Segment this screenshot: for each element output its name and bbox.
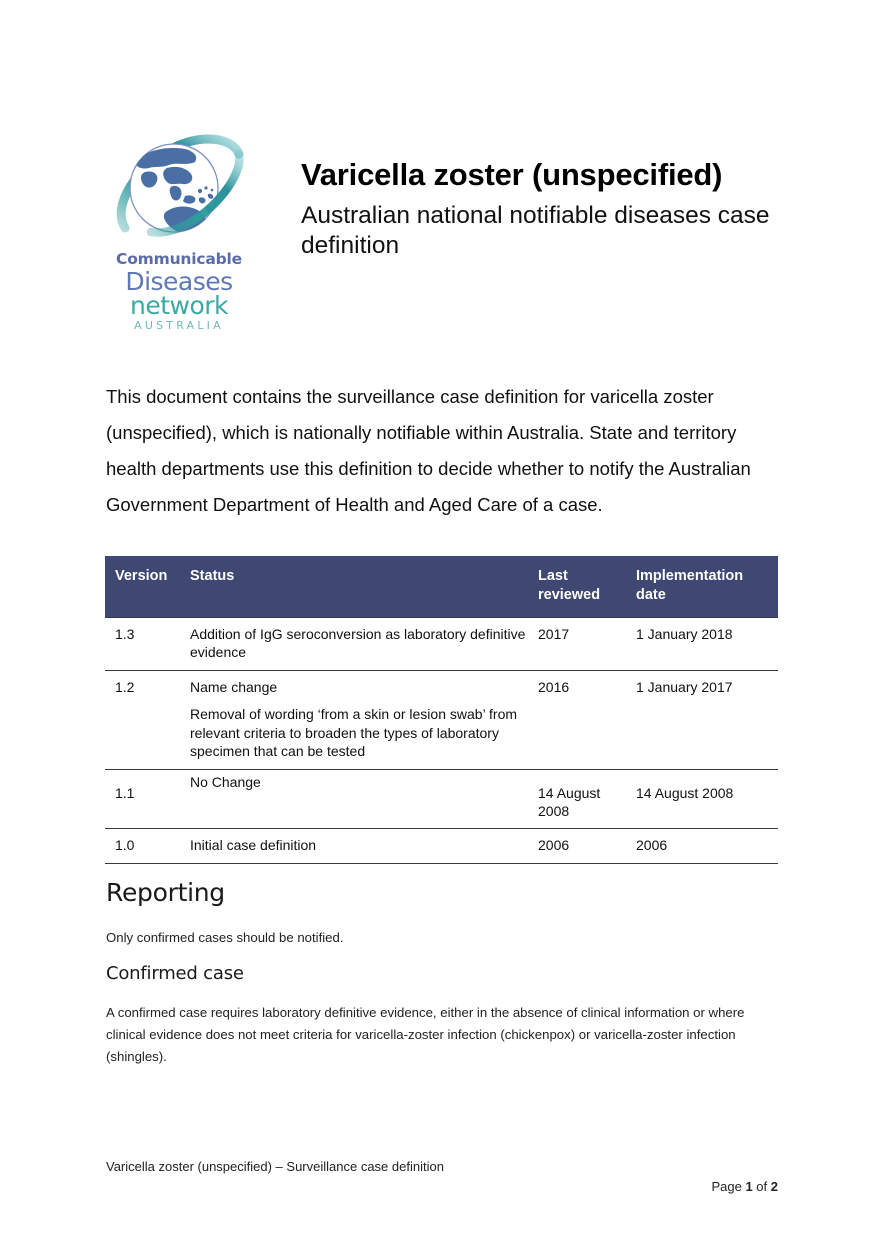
column-header-last-reviewed: Last reviewed [538,556,636,617]
cell-version: 1.1 [105,769,190,829]
document-header [105,128,780,331]
globe-icon [111,132,247,250]
cell-status-detail: Removal of wording ‘from a skin or lesion swab’ from relevant criteria to broaden the types of laboratory specimen that can be tested [190,706,518,760]
table-row [105,617,778,670]
cell-status [190,670,538,769]
cell-version: 1.3 [105,617,190,670]
cell-status-main: Addition of IgG seroconversion as laboratory definitive evidence [190,625,526,661]
logo-line-communicable: Communicable [116,250,242,268]
footer-page-number [711,1179,778,1194]
version-history-table [105,556,778,864]
logo-line-australia: AUSTRALIA [134,318,224,332]
footer-page-prefix: Page [711,1179,746,1194]
footer-document-name: Varicella zoster (unspecified) – Surveillance case definition [106,1159,444,1174]
cell-status-main: Name change [190,678,278,695]
cell-last-reviewed: 2017 [538,617,636,670]
confirmed-case-paragraph: A confirmed case requires laboratory definitive evidence, either in the absence of clinical information or where clinical evidence does not meet criteria for varicella-zoster infection (chickenpox) or varicella-zoster infection (shingles). [106,1005,745,1064]
cell-implementation-date: 1 January 2017 [636,670,778,769]
cell-implementation-date: 14 August 2008 [636,769,778,829]
column-header-status: Status [190,556,538,617]
cell-last-reviewed: 2006 [538,829,636,863]
footer-current-page: 1 [745,1179,753,1194]
cell-status [190,617,538,670]
cell-status [190,829,538,863]
logo-line-diseases: Diseases [125,266,233,296]
footer-page-middle: of [752,1179,771,1194]
column-header-version: Version [105,556,190,617]
column-header-implementation-date: Implementation date [636,556,778,617]
title-block [301,128,780,262]
table-row [105,769,778,829]
table-row [105,670,778,769]
table-row [105,829,778,863]
cell-version: 1.0 [105,829,190,863]
logo-wordmark [109,252,249,331]
cdna-logo [105,128,255,331]
page-title: Varicella zoster (unspecified) [301,157,723,192]
reporting-note: Only confirmed cases should be notified. [106,930,344,945]
cell-last-reviewed: 14 August 2008 [538,769,636,829]
cell-last-reviewed: 2016 [538,670,636,769]
footer-total-pages: 2 [770,1179,778,1194]
logo-line-network: network [129,290,229,320]
intro-paragraph: This document contains the surveillance case definition for varicella zoster (unspecified), which is nationally notifiable within Australia. State and territory health departments use this definition to decide whether to notify the Australian Government Department of Health and Aged Care of a case. [106,385,751,515]
cell-status-main: No Change [190,773,261,790]
cell-implementation-date: 2006 [636,829,778,863]
cell-status [190,769,538,829]
section-heading-reporting: Reporting [106,878,225,907]
page-subtitle: Australian national notifiable diseases case definition [301,201,770,260]
table-header-row [105,556,778,617]
cell-version: 1.2 [105,670,190,769]
section-heading-confirmed-case: Confirmed case [106,963,244,984]
cell-implementation-date: 1 January 2018 [636,617,778,670]
cell-status-main: Initial case definition [190,837,317,854]
